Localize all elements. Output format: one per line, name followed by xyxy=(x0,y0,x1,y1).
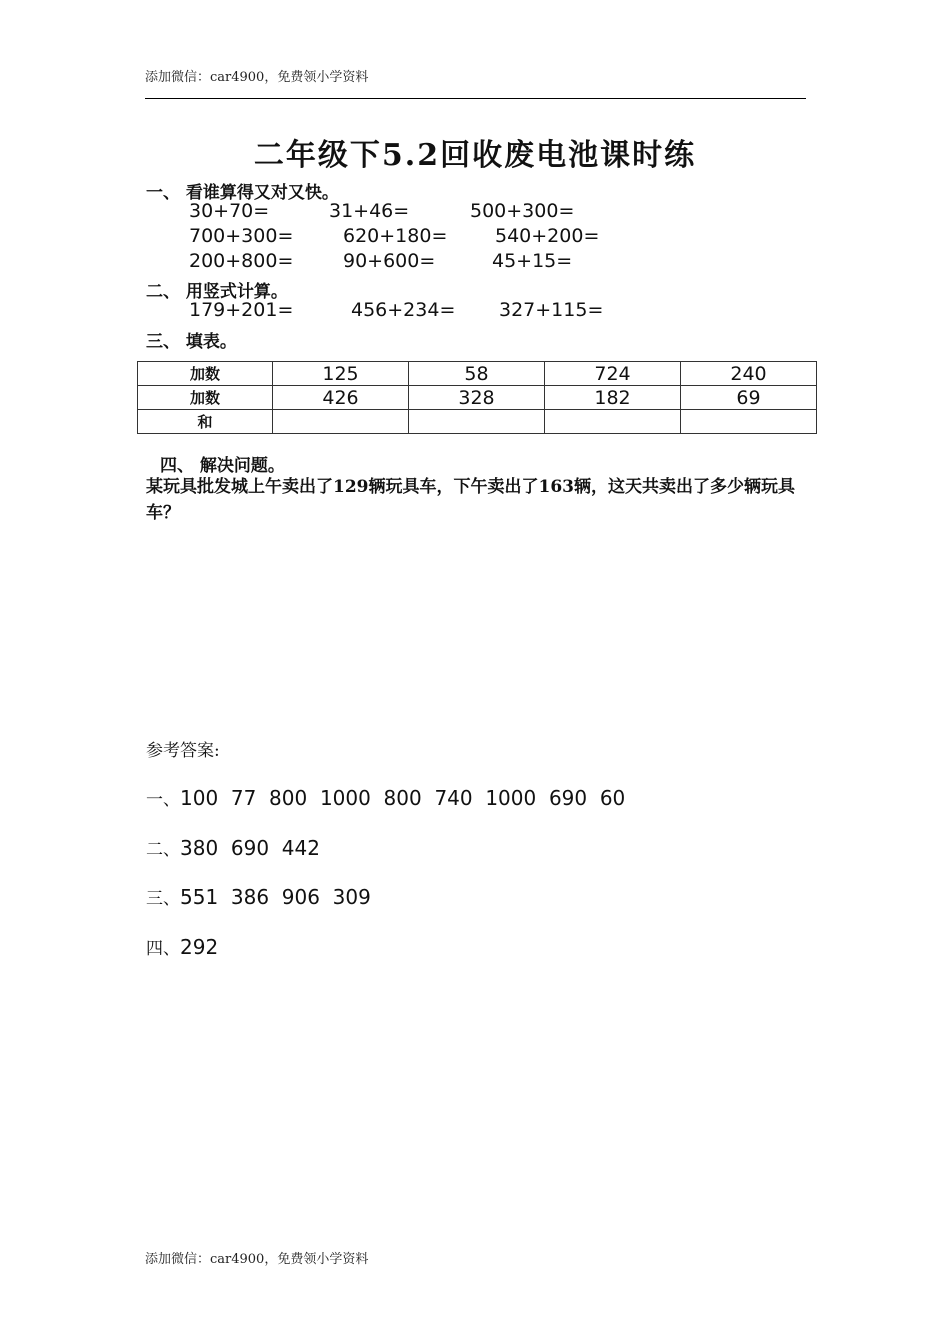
answers-heading: 参考答案: xyxy=(146,741,220,761)
table-cell: 240 xyxy=(681,362,817,386)
table-cell-blank xyxy=(273,410,409,434)
answer-label: 二、 xyxy=(146,840,180,860)
word-problem: 某玩具批发城上午卖出了129辆玩具车，下午卖出了163辆，这天共卖出了多少辆玩具车？ xyxy=(146,477,795,523)
answer-line-4 xyxy=(146,934,218,959)
answer-values: 100 77 800 1000 800 740 1000 690 60 xyxy=(180,786,626,810)
answer-line-2 xyxy=(146,835,320,860)
answer-label: 四、 xyxy=(146,939,180,959)
table-cell: 182 xyxy=(545,386,681,410)
page-title: 二年级下5.2回收废电池课时练 xyxy=(253,138,697,173)
exercise-1-5: 620+180= xyxy=(343,225,448,247)
answer-label: 一、 xyxy=(146,790,180,810)
table-cell-blank xyxy=(409,410,545,434)
header-note: 添加微信：car4900，免费领小学资料 xyxy=(145,70,369,85)
section2-heading: 二、 用竖式计算。 xyxy=(146,282,288,302)
table-cell: 724 xyxy=(545,362,681,386)
table-row xyxy=(138,386,817,410)
table-cell: 58 xyxy=(409,362,545,386)
answer-line-1 xyxy=(146,785,625,810)
row-label: 和 xyxy=(138,410,273,434)
exercise-1-3: 500+300= xyxy=(470,200,575,222)
table-row xyxy=(138,410,817,434)
section4-heading: 四、 解决问题。 xyxy=(160,456,285,476)
row-label: 加数 xyxy=(138,386,273,410)
answer-values: 380 690 442 xyxy=(180,836,320,860)
section3-heading: 三、 填表。 xyxy=(146,332,237,352)
header-rule xyxy=(145,98,806,99)
table-cell: 125 xyxy=(273,362,409,386)
table-row xyxy=(138,362,817,386)
exercise-1-1: 30+70= xyxy=(189,200,270,222)
table-cell: 69 xyxy=(681,386,817,410)
vertical-calc-3: 327+115= xyxy=(499,299,604,321)
table-cell-blank xyxy=(545,410,681,434)
exercise-1-4: 700+300= xyxy=(189,225,294,247)
exercise-1-9: 45+15= xyxy=(492,250,573,272)
table-cell: 328 xyxy=(409,386,545,410)
answer-line-3 xyxy=(146,884,371,909)
answer-values: 292 xyxy=(180,935,219,959)
row-label: 加数 xyxy=(138,362,273,386)
answer-values: 551 386 906 309 xyxy=(180,885,371,909)
table-cell: 426 xyxy=(273,386,409,410)
vertical-calc-1: 179+201= xyxy=(189,299,294,321)
exercise-1-7: 200+800= xyxy=(189,250,294,272)
exercise-1-8: 90+600= xyxy=(343,250,436,272)
section1-heading: 一、 看谁算得又对又快。 xyxy=(146,183,339,203)
fill-table xyxy=(137,361,817,434)
answer-label: 三、 xyxy=(146,889,180,909)
exercise-1-6: 540+200= xyxy=(495,225,600,247)
table-cell-blank xyxy=(681,410,817,434)
vertical-calc-2: 456+234= xyxy=(351,299,456,321)
footer-note: 添加微信：car4900，免费领小学资料 xyxy=(145,1252,369,1267)
exercise-1-2: 31+46= xyxy=(329,200,410,222)
